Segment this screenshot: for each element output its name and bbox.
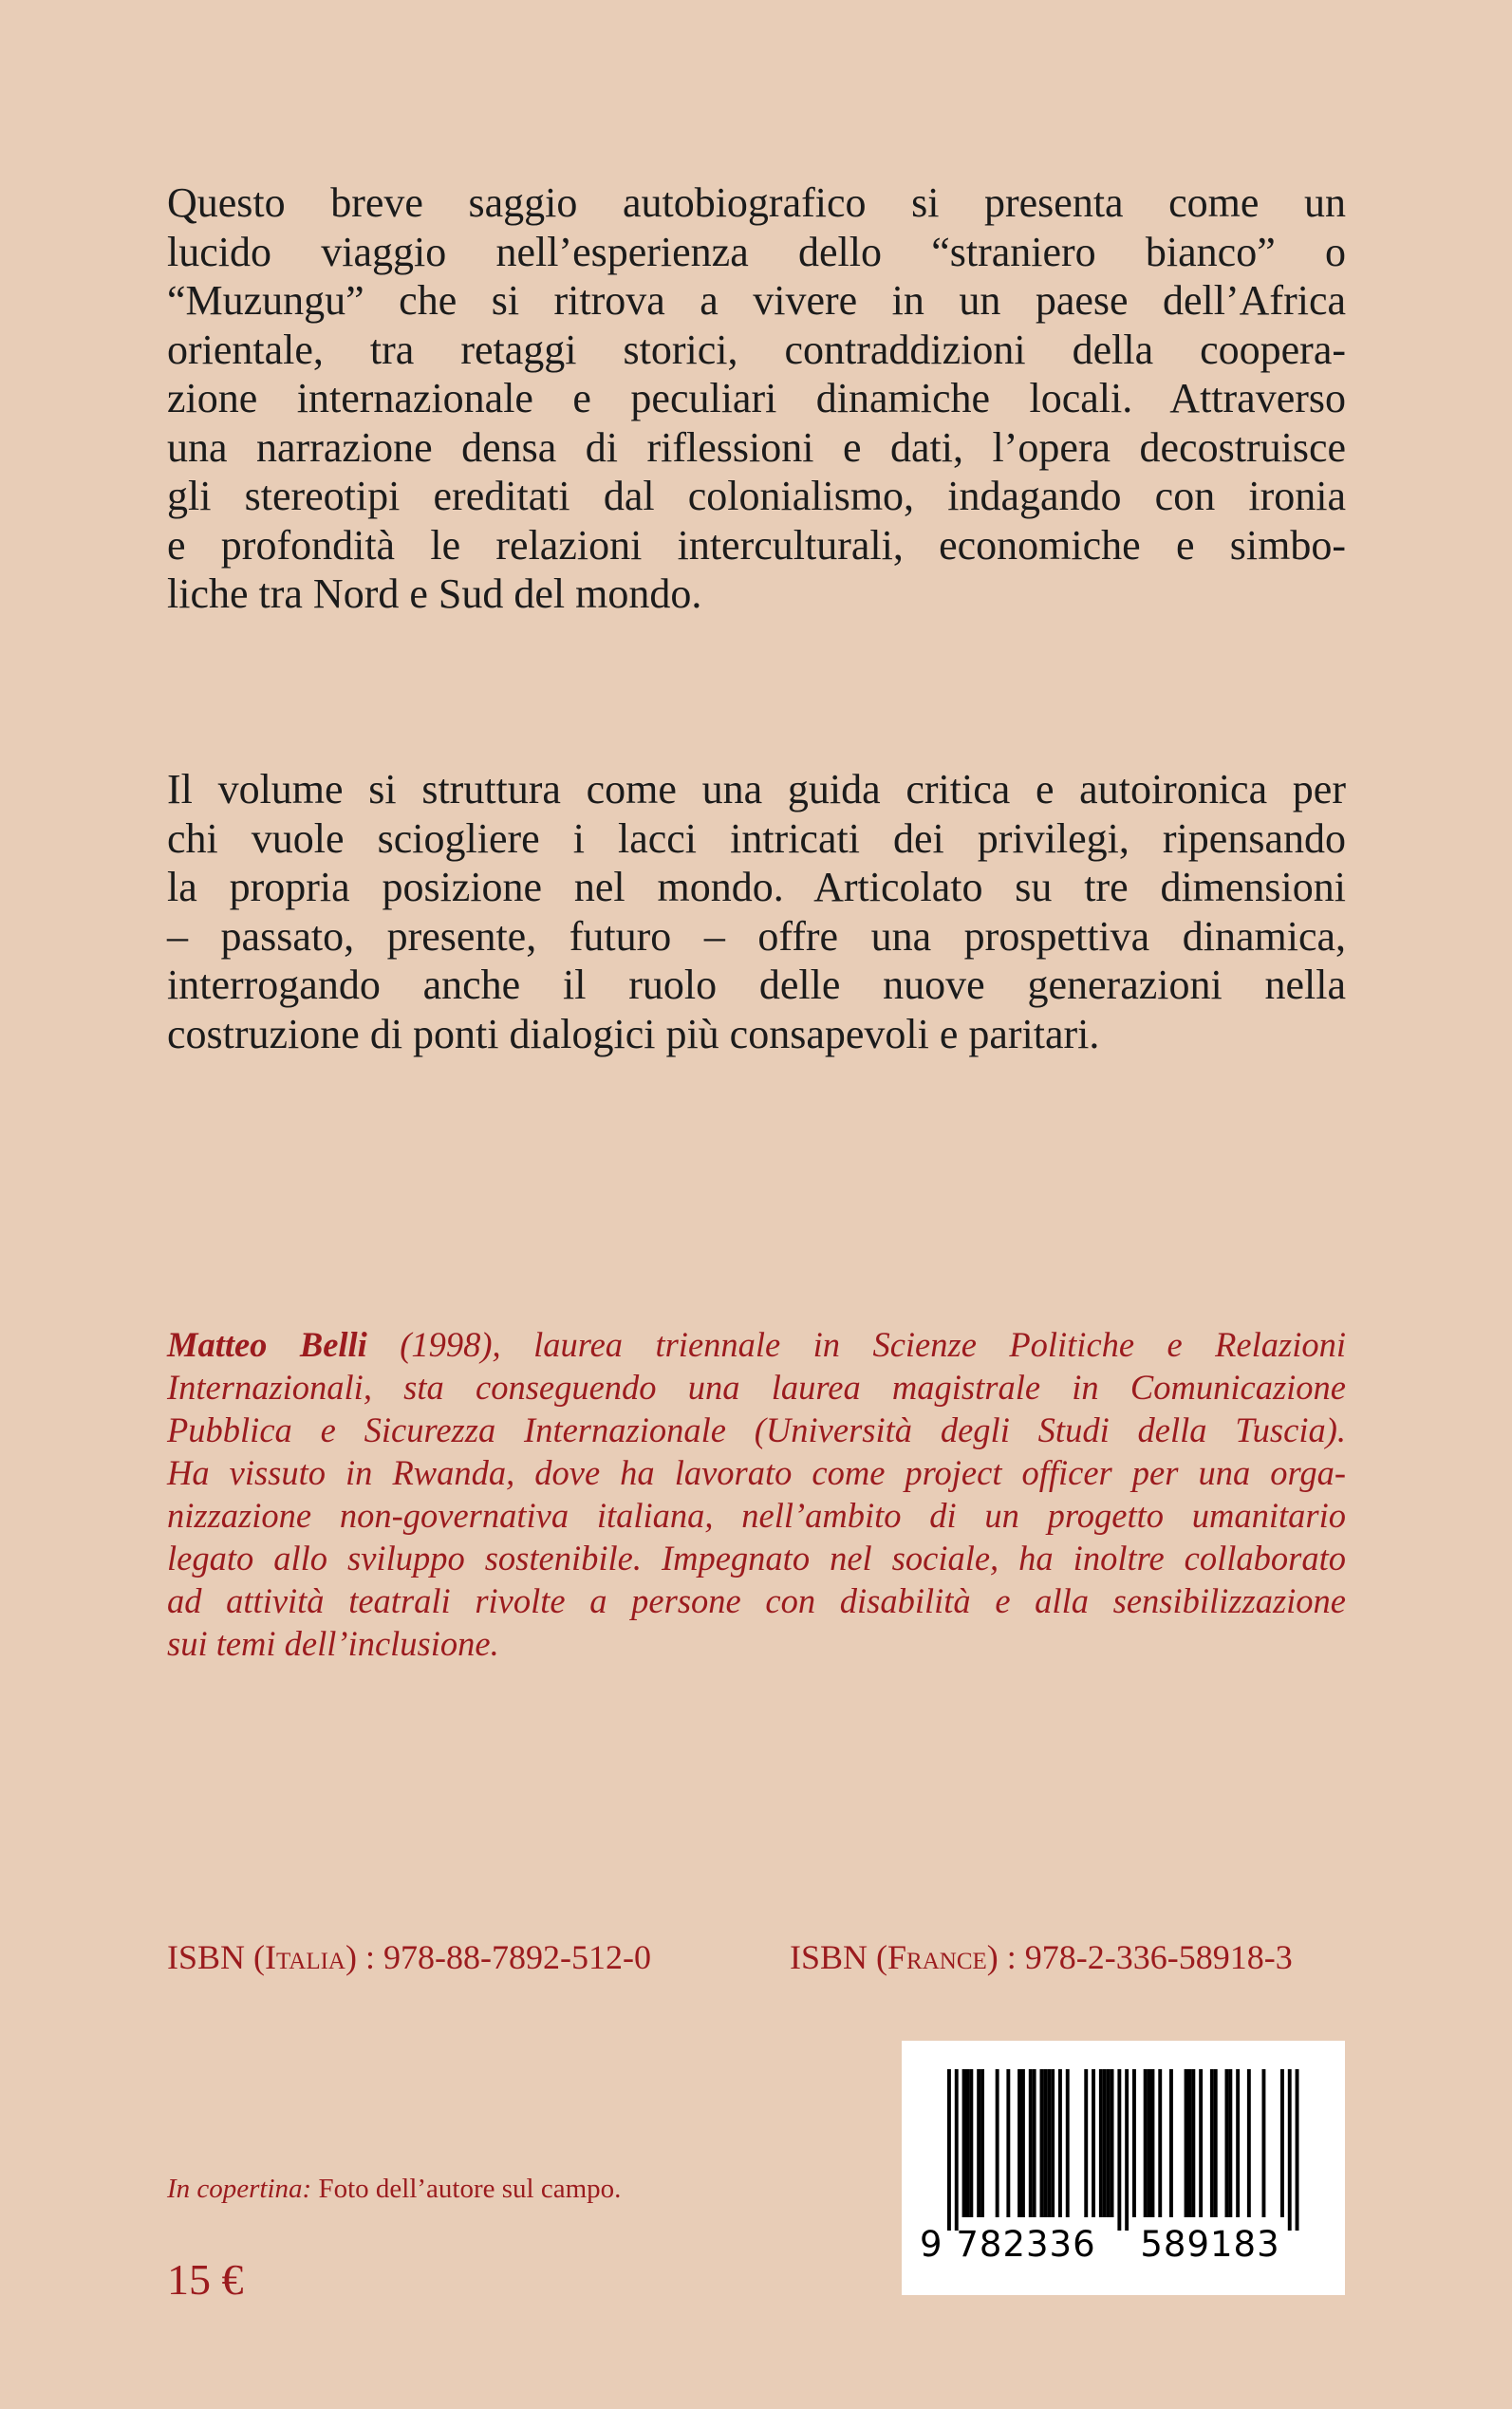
barcode-bar (1210, 2069, 1214, 2217)
isbn-france (790, 1937, 1293, 1977)
author-bio-line: (1998), laurea triennale in Scienze Politiche e Relazioni (366, 1325, 1346, 1364)
barcode-bar (955, 2069, 959, 2231)
author-bio-line: ad attività teatrali rivolte a persone con disabilità e alla sensibilizzazione (167, 1581, 1346, 1620)
barcode-bar (1280, 2069, 1284, 2217)
barcode-bar (1103, 2069, 1107, 2217)
barcode-bar (1029, 2069, 1033, 2217)
barcode-bar (1185, 2069, 1188, 2217)
barcode-bar (1132, 2069, 1136, 2217)
barcode-bar (1191, 2069, 1195, 2217)
cover-credit (167, 2174, 621, 2205)
barcode-bar (1262, 2069, 1266, 2217)
text-line: una narrazione densa di riflessioni e dati, l’opera decostruisce (167, 423, 1346, 471)
barcode-bar (1296, 2069, 1299, 2231)
barcode-bars (947, 2069, 1299, 2231)
text-line: liche tra Nord e Sud del mondo. (167, 570, 702, 617)
barcode-bar (1169, 2069, 1173, 2217)
text-line: orientale, tra retaggi storici, contraddizioni della coopera- (167, 326, 1346, 373)
barcode-bar (1066, 2069, 1070, 2217)
isbn-italia-country: Italia (265, 1938, 345, 1976)
barcode-bar (1228, 2069, 1232, 2217)
text-line: lucido viaggio nell’esperienza dello “straniero bianco” o (167, 228, 1346, 275)
barcode-bar (980, 2069, 984, 2217)
author-bio-line: nizzazione non-governativa italiana, nell’ambito di un progetto umanitario (167, 1496, 1346, 1535)
author-bio-line: sui temi dell’inclusione. (167, 1624, 499, 1663)
isbn-france-suffix: ) : (986, 1938, 1025, 1976)
barcode-left-digits: 782336 (956, 2224, 1096, 2265)
barcode-bar (1158, 2069, 1162, 2217)
barcode-bar (1017, 2069, 1021, 2217)
description-paragraph-1 (167, 178, 1346, 619)
barcode-bar (969, 2069, 973, 2217)
cover-credit-text: Foto dell’autore sul campo. (311, 2174, 622, 2204)
barcode-bar (1006, 2069, 1010, 2217)
barcode-bar (1199, 2069, 1203, 2217)
isbn-italia-suffix: ) : (345, 1938, 383, 1976)
text-line: interrogando anche il ruolo delle nuove generazioni nella (167, 962, 1346, 1008)
barcode-graphic (902, 2041, 1345, 2295)
barcode-bar (1021, 2069, 1025, 2217)
text-line: “Muzungu” che si ritrova a vivere in un paese dell’Africa (167, 277, 1346, 324)
barcode-bar (1236, 2069, 1240, 2217)
text-line: chi vuole sciogliere i lacci intricati dei privilegi, ripensando (167, 814, 1346, 862)
barcode-bar (962, 2069, 966, 2217)
isbn-italia-number: 978-88-7892-512-0 (383, 1938, 651, 1976)
text-line: – passato, presente, futuro – offre una prospettiva dinamica, (167, 912, 1346, 960)
barcode-bar (1247, 2069, 1251, 2217)
barcode-bar (1092, 2069, 1095, 2217)
barcode-right-digits: 589183 (1140, 2224, 1280, 2265)
text-line: Il volume si struttura come una guida critica e autoironica per (167, 766, 1346, 812)
barcode-bar (1144, 2069, 1148, 2217)
barcode-bar (947, 2069, 951, 2231)
isbn-italia-prefix: ISBN ( (167, 1938, 266, 1976)
barcode-bar (977, 2069, 980, 2217)
price: 15 € (167, 2255, 244, 2304)
barcode (902, 2041, 1345, 2295)
description-paragraph-2 (167, 765, 1346, 1058)
text-line: gli stereotipi ereditati dal colonialismo, indagando con ironia (167, 473, 1346, 519)
text-line: costruzione di ponti dialogici più consapevoli e paritari. (167, 1010, 1100, 1057)
barcode-bar (1043, 2069, 1047, 2217)
barcode-bar (1188, 2069, 1192, 2217)
cover-credit-label: In copertina: (167, 2174, 312, 2204)
barcode-bar (1099, 2069, 1103, 2217)
isbn-france-prefix: ISBN ( (790, 1938, 888, 1976)
barcode-bar (1225, 2069, 1229, 2217)
barcode-bar (1051, 2069, 1055, 2217)
barcode-bar (966, 2069, 970, 2217)
author-bio-line: Ha vissuto in Rwanda, dove ha lavorato come project officer per una orga- (167, 1453, 1346, 1492)
barcode-bar (1148, 2069, 1151, 2217)
barcode-bar (1111, 2069, 1114, 2217)
barcode-bar (1084, 2069, 1088, 2217)
barcode-bar (1117, 2069, 1121, 2231)
barcode-bar (1058, 2069, 1062, 2217)
author-name: Matteo Belli (167, 1325, 367, 1364)
author-bio-line: Pubblica e Sicurezza Internazionale (Università degli Studi della Tuscia). (167, 1410, 1346, 1449)
barcode-first-digit: 9 (920, 2224, 943, 2265)
barcode-bar (1040, 2069, 1044, 2217)
author-bio-line: Internazionali, sta conseguendo una laurea magistrale in Comunicazione (167, 1368, 1346, 1407)
isbn-italia (167, 1937, 651, 1977)
text-line: zione internazionale e peculiari dinamiche locali. Attraverso (167, 375, 1346, 421)
barcode-bar (1107, 2069, 1111, 2217)
text-line: Questo breve saggio autobiografico si presenta come un (167, 179, 1346, 226)
isbn-france-country: France (887, 1938, 987, 1976)
barcode-bar (1033, 2069, 1036, 2217)
text-line: e profondità le relazioni interculturali, economiche e simbo- (167, 521, 1346, 569)
barcode-bar (1288, 2069, 1292, 2231)
barcode-bar (1151, 2069, 1155, 2217)
barcode-bar (1125, 2069, 1129, 2231)
text-line: la propria posizione nel mondo. Articolato su tre dimensioni (167, 864, 1346, 910)
author-bio-line: legato allo sviluppo sostenibile. Impegnato nel sociale, ha inoltre collaborato (167, 1539, 1346, 1578)
barcode-bar (996, 2069, 999, 2217)
barcode-bar (1214, 2069, 1218, 2217)
isbn-france-number: 978-2-336-58918-3 (1024, 1938, 1293, 1976)
author-bio (167, 1323, 1346, 1665)
barcode-bar (1047, 2069, 1051, 2217)
